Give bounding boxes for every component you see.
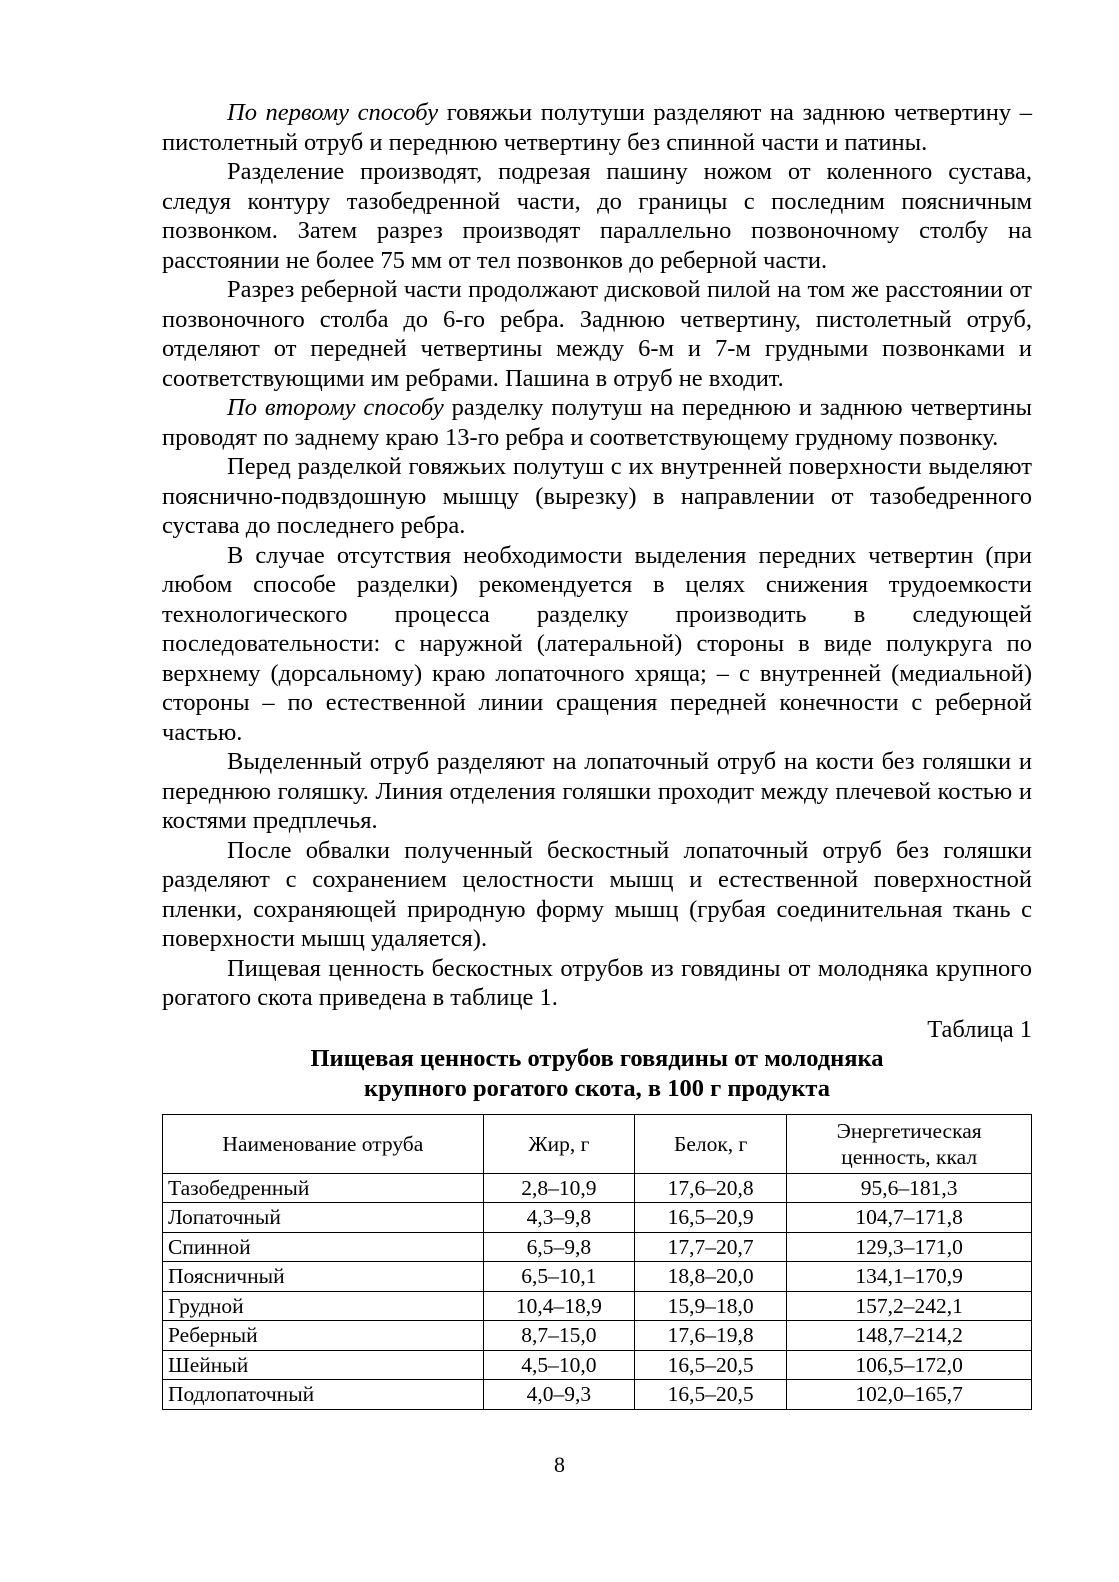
paragraph bbox=[162, 954, 1032, 1013]
cell-name: Реберный bbox=[163, 1321, 484, 1351]
paragraph bbox=[162, 452, 1032, 541]
cell-protein: 16,5–20,5 bbox=[635, 1380, 787, 1410]
paragraph bbox=[162, 393, 1032, 452]
cell-fat: 6,5–10,1 bbox=[483, 1262, 634, 1292]
paragraph-text: Разрез реберной части продолжают дисковой пилой на том же расстоянии от позвоночного столба до 6-го ребра. Заднюю четвертину, пистолетный отруб, отделяют от передней четвертины между 6-м и 7-м грудными позвонками и соответствующими им ребрами. Пашина в отруб не входит. bbox=[162, 276, 1032, 392]
cell-energy: 157,2–242,1 bbox=[787, 1291, 1032, 1321]
cell-name: Тазобедренный bbox=[163, 1173, 484, 1203]
paragraph-text: После обвалки полученный бескостный лопаточный отруб без голяшки разделяют с сохранением целостности мышц и естественной поверхностной пленки, сохраняющей природную форму мышц (грубая соединительная ткань с поверхности мышц удаляется). bbox=[162, 836, 1032, 952]
paragraph bbox=[162, 541, 1032, 748]
cell-name: Грудной bbox=[163, 1291, 484, 1321]
cell-protein: 18,8–20,0 bbox=[635, 1262, 787, 1292]
cell-fat: 4,0–9,3 bbox=[483, 1380, 634, 1410]
table-row bbox=[163, 1380, 1032, 1410]
header-protein: Белок, г bbox=[635, 1114, 787, 1173]
header-energy-line: Энергетическая bbox=[836, 1118, 982, 1143]
paragraph-text: Разделение производят, подрезая пашину ножом от коленного сустава, следуя контуру тазобедренной части, до границы с последним поясничным позвонком. Затем разрез производят параллельно позвоночному столбу на расстоянии не более 75 мм от тел позвонков до реберной части. bbox=[162, 158, 1032, 274]
paragraph bbox=[162, 98, 1032, 157]
paragraph-text: Выделенный отруб разделяют на лопаточный отруб на кости без голяшки и переднюю голяшку. Линия отделения голяшки проходит между плечевой костью и костями предплечья. bbox=[162, 748, 1032, 834]
paragraph-lead: По первому способу bbox=[227, 99, 439, 126]
cell-name: Спинной bbox=[163, 1232, 484, 1262]
cell-protein: 16,5–20,5 bbox=[635, 1350, 787, 1380]
table-row bbox=[163, 1350, 1032, 1380]
table-row bbox=[163, 1321, 1032, 1351]
cell-name: Поясничный bbox=[163, 1262, 484, 1292]
cell-energy: 134,1–170,9 bbox=[787, 1262, 1032, 1292]
cell-fat: 6,5–9,8 bbox=[483, 1232, 634, 1262]
nutrition-table bbox=[162, 1114, 1032, 1410]
table-row bbox=[163, 1203, 1032, 1233]
cell-fat: 4,5–10,0 bbox=[483, 1350, 634, 1380]
cell-energy: 102,0–165,7 bbox=[787, 1380, 1032, 1410]
cell-name: Подлопаточный bbox=[163, 1380, 484, 1410]
cell-energy: 129,3–171,0 bbox=[787, 1232, 1032, 1262]
cell-protein: 17,6–20,8 bbox=[635, 1173, 787, 1203]
paragraph-text: говяжьи полутуши разделяют на заднюю четвертину – пистолетный отруб и переднюю четвертину без спинной части и патины. bbox=[162, 99, 1032, 156]
cell-fat: 10,4–18,9 bbox=[483, 1291, 634, 1321]
header-energy-line: ценность, ккал bbox=[841, 1144, 978, 1169]
table-title-line: Пищевая ценность отрубов говядины от молодняка bbox=[310, 1044, 884, 1072]
table-title bbox=[162, 1044, 1032, 1104]
table-row bbox=[163, 1291, 1032, 1321]
cell-fat: 8,7–15,0 bbox=[483, 1321, 634, 1351]
paragraph bbox=[162, 747, 1032, 836]
cell-protein: 17,6–19,8 bbox=[635, 1321, 787, 1351]
cell-name: Лопаточный bbox=[163, 1203, 484, 1233]
cell-protein: 17,7–20,7 bbox=[635, 1232, 787, 1262]
header-energy bbox=[787, 1114, 1032, 1173]
page-number: 8 bbox=[554, 1452, 565, 1477]
paragraph-text: Перед разделкой говяжьих полутуш с их внутренней поверхности выделяют пояснично-подвздошную мышцу (вырезку) в направлении от тазобедренного сустава до последнего ребра. bbox=[162, 453, 1032, 539]
cell-name: Шейный bbox=[163, 1350, 484, 1380]
table-label: Таблица 1 bbox=[927, 1015, 1032, 1043]
table-title-line: крупного рогатого скота, в 100 г продукта bbox=[363, 1074, 831, 1102]
cell-energy: 95,6–181,3 bbox=[787, 1173, 1032, 1203]
page-content bbox=[162, 98, 1032, 1410]
paragraph-text: разделку полутуш на переднюю и заднюю четвертины проводят по заднему краю 13-го ребра и соответствующему грудному позвонку. bbox=[162, 394, 1032, 451]
table-header-row bbox=[163, 1114, 1032, 1173]
paragraph-lead: По второму способу bbox=[227, 394, 444, 421]
cell-energy: 148,7–214,2 bbox=[787, 1321, 1032, 1351]
paragraph bbox=[162, 275, 1032, 393]
table-row bbox=[163, 1262, 1032, 1292]
paragraph-text: Пищевая ценность бескостных отрубов из говядины от молодняка крупного рогатого скота приведена в таблице 1. bbox=[162, 954, 1032, 1011]
header-fat: Жир, г bbox=[483, 1114, 634, 1173]
paragraph bbox=[162, 157, 1032, 275]
header-name: Наименование отруба bbox=[163, 1114, 484, 1173]
paragraph bbox=[162, 836, 1032, 954]
table-row bbox=[163, 1232, 1032, 1262]
cell-energy: 104,7–171,8 bbox=[787, 1203, 1032, 1233]
cell-fat: 2,8–10,9 bbox=[483, 1173, 634, 1203]
body-text bbox=[162, 98, 1032, 1013]
table-row bbox=[163, 1173, 1032, 1203]
paragraph-text: В случае отсутствия необходимости выделения передних четвертин (при любом способе разделки) рекомендуется в целях снижения трудоемкости технологического процесса разделку производить в следующей последовательности: с наружной (латеральной) стороны в виде полукруга по верхнему (дорсальному) краю лопаточного хряща; – с внутренней (медиальной) стороны – по естественной линии сращения передней конечности с реберной частью. bbox=[162, 541, 1032, 746]
cell-fat: 4,3–9,8 bbox=[483, 1203, 634, 1233]
cell-protein: 15,9–18,0 bbox=[635, 1291, 787, 1321]
cell-protein: 16,5–20,9 bbox=[635, 1203, 787, 1233]
cell-energy: 106,5–172,0 bbox=[787, 1350, 1032, 1380]
